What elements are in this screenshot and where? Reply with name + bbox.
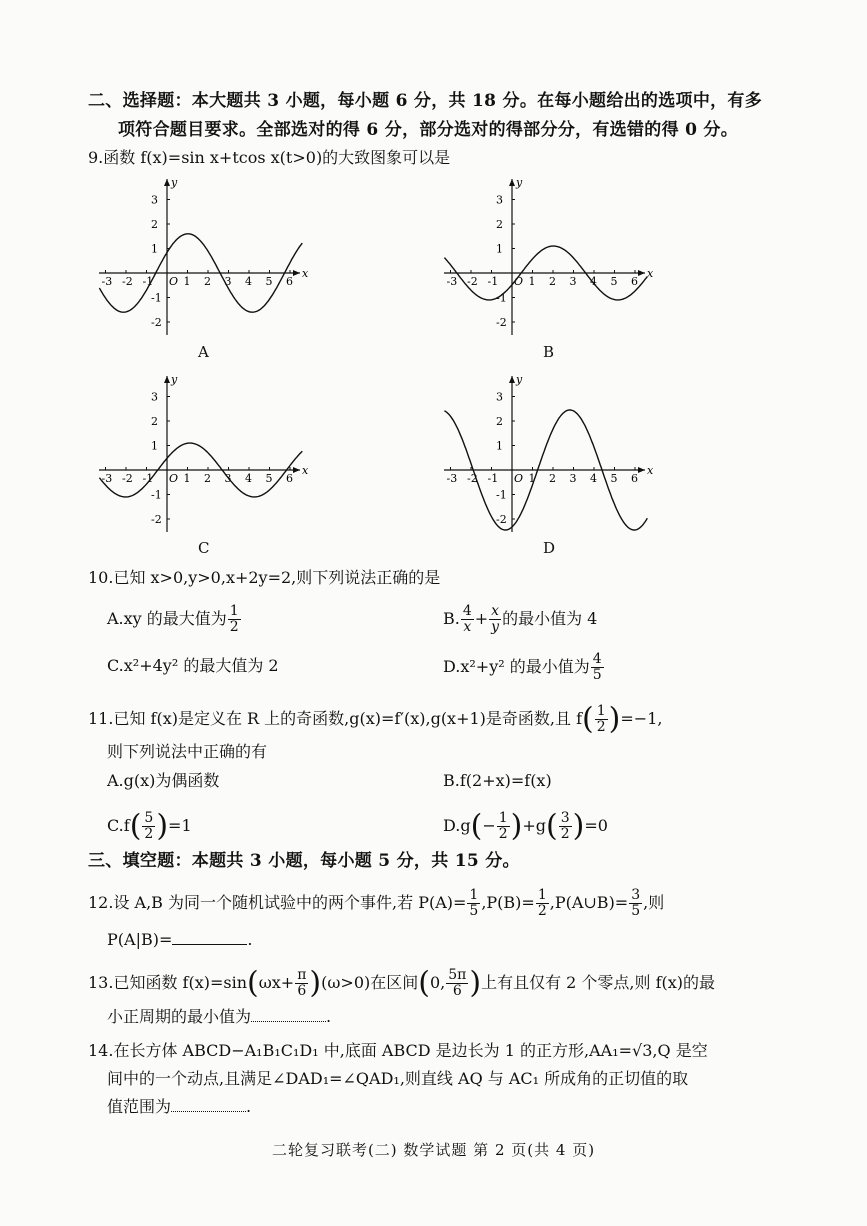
x-axis-label: x: [647, 267, 654, 280]
answer-blank[interactable]: [172, 930, 247, 945]
q11-stem-line2: 则下列说法中正确的有: [107, 742, 268, 761]
q10-stem: 10.已知 x>0,y>0,x+2y=2,则下列说法正确的是: [88, 568, 441, 587]
x-tick-label: -3: [446, 472, 458, 485]
q11-option-A: A.g(x)为偶函数: [107, 771, 220, 790]
x-tick-label: O: [169, 472, 179, 485]
section2-title-line2: 项符合题目要求。全部选对的得 6 分，部分选对的得部分分，有选错的得 0 分。: [118, 120, 739, 140]
q14-line1: 14.在长方体 ABCD−A₁B₁C₁D₁ 中,底面 ABCD 是边长为 1 的正方形,AA₁=√3,Q 是空: [88, 1041, 708, 1060]
page-footer: 二轮复习联考(二) 数学试题 第 2 页(共 4 页): [271, 1141, 596, 1159]
x-tick-label: 6: [631, 275, 638, 288]
x-tick-label: 6: [286, 472, 293, 485]
x-tick-label: -1: [142, 275, 154, 288]
y-tick-label: 3: [496, 390, 503, 404]
x-tick-label: 3: [569, 472, 577, 485]
x-tick-label: 2: [549, 275, 556, 288]
y-axis-arrow: [509, 376, 515, 383]
x-tick-label: 5: [265, 275, 273, 288]
x-axis-arrow: [293, 467, 300, 473]
fraction: $\frac{4}{x}$: [462, 603, 472, 635]
y-tick-label: 1: [496, 242, 503, 256]
y-axis-arrow: [164, 179, 170, 186]
y-tick-label: 1: [496, 439, 503, 453]
q10-A-text: A.xy 的最大值为: [107, 609, 227, 628]
y-tick-label: 1: [151, 439, 158, 453]
graph-C: [95, 372, 310, 537]
y-tick-label: 3: [151, 193, 158, 207]
q11-option-D: D.g(− $\frac{1}{2}$ )+g( $\frac{3}{2}$ )=0: [443, 808, 608, 844]
x-tick-label: 2: [549, 472, 556, 485]
q11-stem: 11.已知 f(x)是定义在 R 上的奇函数,g(x)=f′(x),g(x+1)是奇函数,且 f( $\frac{1}{2}$ )=−1,: [88, 701, 663, 737]
x-tick-label: 4: [245, 472, 252, 485]
x-tick-label: 2: [204, 472, 211, 485]
x-tick-label: 1: [528, 472, 536, 485]
q11-option-C: C.f( $\frac{5}{2}$ )=1: [107, 808, 192, 844]
fraction: $\frac{5\pi}{6}$: [448, 967, 467, 999]
y-tick-label: -1: [496, 488, 507, 502]
fraction: $\frac{x}{y}$: [491, 603, 500, 635]
q12-line2: P(A|B)= .: [107, 930, 253, 949]
y-tick-label: 3: [151, 390, 158, 404]
x-tick-label: 4: [245, 275, 252, 288]
y-tick-label: 2: [496, 415, 503, 428]
x-axis-label: x: [647, 464, 654, 477]
y-axis-arrow: [509, 179, 515, 186]
q10-option-C: C.x²+4y² 的最大值为 2: [107, 656, 279, 675]
y-axis-label: y: [516, 373, 523, 386]
x-tick-label: -2: [122, 472, 133, 485]
x-tick-label: -3: [101, 275, 113, 288]
y-tick-label: 2: [151, 218, 158, 231]
y-axis-label: y: [171, 373, 178, 386]
fraction: $\frac{5}{2}$: [144, 810, 154, 842]
y-tick-label: 2: [151, 415, 158, 428]
q14-line2: 间中的一个动点,且满足∠DAD₁=∠QAD₁,则直线 AQ 与 AC₁ 所成角的正切值的取: [107, 1069, 689, 1088]
x-tick-label: -2: [467, 275, 478, 288]
x-tick-label: 3: [224, 472, 232, 485]
x-tick-label: -3: [101, 472, 113, 485]
q10-option-D: D.x²+y² 的最小值为 $\frac{4}{5}$: [443, 651, 602, 683]
graph-D-label: D: [543, 539, 556, 557]
x-axis-arrow: [293, 270, 300, 276]
section2-title-line1: 二、选择题：本大题共 3 小题，每小题 6 分，共 18 分。在每小题给出的选项中，有多: [88, 91, 763, 111]
x-tick-label: 1: [183, 472, 191, 485]
graph-A-label: A: [198, 343, 209, 361]
x-tick-label: 3: [569, 275, 577, 288]
x-tick-label: -2: [467, 472, 478, 485]
x-tick-label: -1: [142, 472, 154, 485]
graph-D: [440, 372, 655, 537]
q12-stem: 12.设 A,B 为同一个随机试验中的两个事件,若 P(A)= $\frac{1}{5}$ ,P(B)= $\frac{1}{2}$ ,P(A∪B)= $\frac{3}{5}$ ,则: [88, 887, 665, 919]
y-tick-label: -1: [151, 291, 162, 305]
y-tick-label: -2: [496, 316, 507, 329]
section3-title: 三、填空题：本题共 3 小题，每小题 5 分，共 15 分。: [88, 851, 520, 871]
fraction: $\frac{1}{2}$: [498, 810, 508, 842]
x-tick-label: -2: [122, 275, 133, 288]
y-tick-label: -2: [151, 316, 162, 329]
x-tick-label: O: [169, 275, 179, 288]
x-tick-label: O: [514, 472, 524, 485]
fraction: $\frac{4}{5}$: [592, 651, 602, 683]
x-tick-label: O: [514, 275, 524, 288]
x-tick-label: 6: [286, 275, 293, 288]
answer-blank[interactable]: [171, 1097, 246, 1112]
x-tick-label: 5: [265, 472, 273, 485]
x-tick-label: 2: [204, 275, 211, 288]
y-axis-label: y: [516, 176, 523, 189]
y-tick-label: 2: [496, 218, 503, 231]
x-tick-label: -1: [487, 472, 499, 485]
q10-option-B: B. $\frac{4}{x}$ + $\frac{x}{y}$ 的最小值为 4: [443, 603, 598, 635]
x-tick-label: -1: [487, 275, 499, 288]
x-axis-label: x: [302, 267, 309, 280]
y-tick-label: -2: [496, 513, 507, 526]
fraction: $\frac{\pi}{6}$: [297, 967, 307, 999]
y-tick-label: 3: [496, 193, 503, 207]
graph-C-label: C: [198, 539, 210, 557]
y-tick-label: -2: [151, 513, 162, 526]
y-axis-label: y: [171, 176, 178, 189]
y-axis-arrow: [164, 376, 170, 383]
q13-stem: 13.已知函数 f(x)=sin(ωx+ $\frac{\pi}{6}$ )(ω>0)在区间(0, $\frac{5\pi}{6}$ )上有且仅有 2 个零点,则 f(x)的最: [88, 965, 716, 1001]
x-tick-label: 6: [631, 472, 638, 485]
fraction: $\frac{3}{5}$: [631, 887, 641, 919]
answer-blank[interactable]: [251, 1007, 326, 1022]
graph-B-label: B: [543, 343, 555, 361]
graph-B: [440, 175, 655, 340]
x-tick-label: 1: [528, 275, 536, 288]
x-axis-arrow: [638, 467, 645, 473]
x-axis-label: x: [302, 464, 309, 477]
q10-option-A: [107, 604, 242, 635]
x-tick-label: 4: [590, 472, 597, 485]
x-tick-label: 5: [610, 275, 618, 288]
fraction: $\frac{1}{2}$: [596, 703, 606, 735]
x-tick-label: 3: [224, 275, 232, 288]
y-tick-label: -1: [151, 488, 162, 502]
q9-stem: 9.函数 f(x)=sin x+tcos x(t>0)的大致图象可以是: [88, 148, 451, 167]
fraction: $\frac{1}{5}$: [469, 887, 479, 919]
q14-line3: 值范围为 .: [107, 1097, 252, 1116]
x-tick-label: 1: [183, 275, 191, 288]
x-tick-label: 4: [590, 275, 597, 288]
fraction: $\frac{1}{2}$: [229, 603, 239, 635]
q11-option-B: B.f(2+x)=f(x): [443, 771, 552, 790]
x-axis-arrow: [638, 270, 645, 276]
y-tick-label: -1: [496, 291, 507, 305]
x-tick-label: -3: [446, 275, 458, 288]
q13-line2: 小正周期的最小值为 .: [107, 1007, 332, 1026]
fraction: $\frac{1}{2}$: [537, 887, 547, 919]
graph-A: [95, 175, 310, 340]
y-tick-label: 1: [151, 242, 158, 256]
fraction: $\frac{3}{2}$: [560, 810, 570, 842]
x-tick-label: 5: [610, 472, 618, 485]
